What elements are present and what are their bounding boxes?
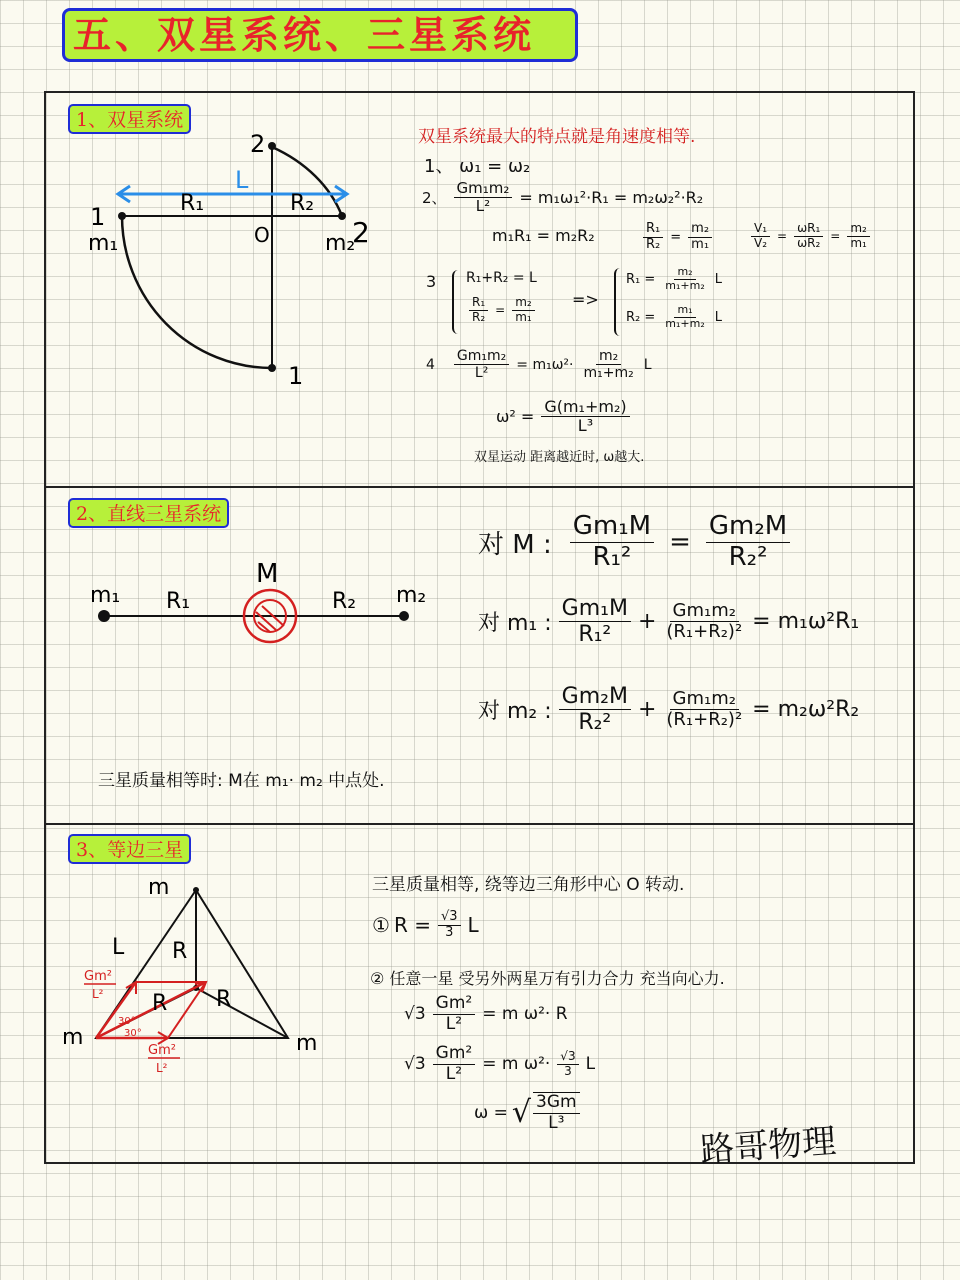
section-2-label: 2、直线三星系统 — [68, 498, 229, 528]
linear-three-star-diagram — [80, 552, 440, 652]
label-L: L — [235, 166, 249, 194]
label-m1: m₁ — [90, 583, 121, 608]
label-force-1-den: L² — [92, 987, 104, 1001]
label-L: L — [112, 935, 125, 960]
s3-eq4: ω = √ $\frac{3Gm}{\text{L³}}$ — [474, 1092, 583, 1133]
label-M: M — [256, 559, 279, 589]
label-R2: R₂ — [332, 589, 357, 614]
s1-eq3-l2: $\frac{\text{R₁}}{\text{R₂}}$ = $\frac{\text{m₂}}{\text{m₁}}$ — [466, 296, 538, 325]
s1-eq3-arrow: => — [572, 290, 599, 309]
divider-1 — [44, 486, 915, 488]
s3-line1: 三星质量相等, 绕等边三角形中心 O 转动. — [372, 875, 685, 895]
s1-note: 双星运动 距离越近时, ω越大. — [474, 450, 645, 465]
divider-2 — [44, 823, 915, 825]
s1-ratio1: $\frac{\text{R₁}}{\text{R₂}}$ = $\frac{\text{m₂}}{\text{m₁}}$ — [640, 222, 715, 253]
label-m2: m₂ — [325, 231, 356, 256]
s1-eq5: ω² = $\frac{\text{G(m₁+m₂)}}{\text{L³}}$ — [496, 398, 633, 436]
label-R2: R₂ — [290, 191, 315, 216]
s1-eq3-brace-left — [452, 270, 462, 334]
label-angle-2: 30° — [124, 1028, 142, 1039]
equilateral-three-star-diagram — [56, 872, 336, 1082]
page-title: 五、双星系统、三星系统 — [62, 8, 578, 62]
s1-eq2b: m₁R₁ = m₂R₂ — [492, 226, 595, 245]
label-R-2: R — [152, 991, 168, 1016]
s2-eq-m1: 对 m₁ : $\frac{\text{Gm₁M}}{\text{R₁²}}$ + $\frac{\text{Gm₁m₂}}{\text{(R₁+R₂)²}}$ = m₁ω²R₁ — [478, 596, 860, 648]
s2-note: 三星质量相等时: M在 m₁· m₂ 中点处. — [98, 771, 385, 791]
label-pos-2: 2 — [352, 216, 370, 249]
s1-eq3-l1: R₁+R₂ = L — [466, 270, 537, 286]
s1-eq1: 1、 ω₁ = ω₂ — [424, 156, 531, 177]
s2-eq-m2: 对 m₂ : $\frac{\text{Gm₂M}}{\text{R₂²}}$ + $\frac{\text{Gm₁m₂}}{\text{(R₁+R₂)²}}$ = m₂ω²R₂ — [478, 684, 860, 736]
s1-eq4: 4 $\frac{\text{Gm₁m₂}}{\text{L²}}$ = m₁ω²· $\frac{\text{m₂}}{\text{m₁+m₂}}$ L — [426, 348, 652, 382]
s2-eq-M: 对 M : $\frac{\text{Gm₁M}}{\text{R₁²}}$ = $\frac{\text{Gm₂M}}{\text{R₂²}}$ — [478, 512, 793, 573]
s3-eq2: √3 $\frac{\text{Gm²}}{\text{L²}}$ = m ω²· R — [404, 993, 568, 1034]
label-bottom-1: 1 — [288, 362, 304, 390]
label-R-1: R — [172, 939, 188, 964]
label-force-1-num: Gm² — [84, 969, 112, 984]
signature: 路哥物理 — [699, 1121, 838, 1171]
label-R1: R₁ — [166, 589, 191, 614]
label-top-2: 2 — [250, 130, 266, 158]
label-R-3: R — [216, 987, 232, 1012]
label-m-top: m — [148, 875, 170, 900]
s1-eq3-r1: R₁ = $\frac{\text{m₂}}{\text{m₁+m₂}}$ L — [626, 265, 722, 292]
s3-eq3: √3 $\frac{\text{Gm²}}{\text{L²}}$ = m ω²· $\frac{√3}{3}$ L — [404, 1043, 596, 1084]
s1-eq3-brace-right — [614, 268, 624, 336]
binary-star-diagram — [80, 130, 400, 400]
s1-eq3-num: 3 — [426, 272, 437, 291]
s1-eq2: 2、 $\frac{\text{Gm₁m₂}}{\text{L²}}$ = m₁ω₁²·R₁ = m₂ω₂²·R₂ — [422, 179, 704, 216]
section-1-label: 1、双星系统 — [68, 104, 191, 134]
label-O: O — [254, 223, 270, 247]
s1-headline: 双星系统最大的特点就是角速度相等. — [418, 127, 696, 147]
label-force-2-num: Gm² — [148, 1043, 176, 1058]
label-R1: R₁ — [180, 191, 205, 216]
label-m-left: m — [62, 1025, 84, 1050]
s3-eq1: ① R = $\frac{√3}{3}$ L — [372, 909, 479, 940]
label-m2: m₂ — [396, 583, 427, 608]
s3-line2: ② 任意一星 受另外两星万有引力合力 充当向心力. — [370, 969, 725, 988]
section-3-label: 3、等边三星 — [68, 834, 191, 864]
label-pos-1: 1 — [90, 203, 106, 231]
label-m-right: m — [296, 1031, 318, 1056]
label-force-2-den: L² — [156, 1061, 168, 1075]
s1-ratio2: $\frac{\text{V₁}}{\text{V₂}}$ = $\frac{\text{ωR₁}}{\text{ωR₂}}$ = $\frac{\text{m₂}}{\text{m₁}}$ — [748, 222, 873, 251]
s1-eq3-r2: R₂ = $\frac{\text{m₁}}{\text{m₁+m₂}}$ L — [626, 303, 722, 330]
label-m1: m₁ — [88, 231, 119, 256]
label-angle-1: 30° — [118, 1016, 136, 1027]
